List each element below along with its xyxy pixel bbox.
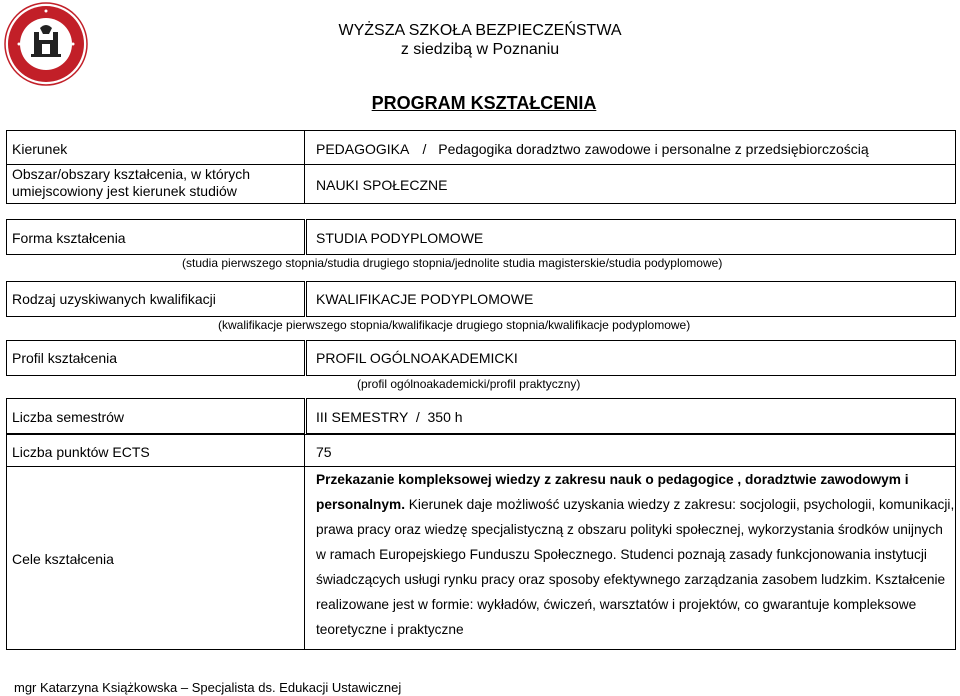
kierunek-main: PEDAGOGIKA [316,141,409,157]
obszar-value: NAUKI SPOŁECZNE [316,177,448,193]
semestry-value: III SEMESTRY / 350 h [316,409,463,425]
kierunek-label: Kierunek [12,141,68,157]
kierunek-separator: / [422,141,427,157]
forma-hint: (studia pierwszego stopnia/studia drugiego stopnia/jednolite studia magisterskie/studia podyplomowe) [182,256,723,270]
forma-label: Forma kształcenia [12,230,126,246]
kierunek-specialization: Pedagogika doradztwo zawodowe i personalne z przedsiębiorczością [438,141,869,157]
document-title: PROGRAM KSZTAŁCENIA [371,93,597,113]
semestry-label: Liczba semestrów [12,409,125,425]
ects-label: Liczba punktów ECTS [12,444,150,460]
rodzaj-hint: (kwalifikacje pierwszego stopnia/kwalifikacje drugiego stopnia/kwalifikacje podyplomowe) [218,318,691,332]
footer-author: mgr Katarzyna Książkowska – Specjalista ds. Edukacji Ustawicznej [14,680,402,695]
rodzaj-label: Rodzaj uzyskiwanych kwalifikacji [12,291,216,307]
cele-description [316,467,956,642]
obszar-label: Obszar/obszary kształcenia, w których umiejscowiony jest kierunek studiów [12,166,251,199]
cele-description-body: Kierunek daje możliwość uzyskania wiedzy z zakresu: socjologii, psychologii, komunikacji, prawa pracy oraz wiedzę specjalistyczną z obszaru polityki społecznej, wykorzystania środków unijnych w ramach Europejskiego Funduszu Społecznego. Studenci poznają zasady funkcjonowania instytucji świadczących usługi rynku pracy oraz sposoby efektywnego zarządzania zasobem ludzkim. Kształcenie realizowane jest w formie: wykładów, ćwiczeń, warsztatów i projektów, co gwarantuje kompleksowe teoretyczne i praktyczne [316,497,955,637]
university-name: WYŻSZA SZKOŁA BEZPIECZEŃSTWA [338,22,622,39]
ects-value: 75 [316,444,332,460]
cele-label: Cele kształcenia [12,551,114,567]
kierunek-value [316,141,869,158]
rodzaj-value: KWALIFIKACJE PODYPLOMOWE [316,291,534,307]
cele-description-lead: Przekazanie kompleksowej wiedzy z zakresu nauk o pedagogice , doradztwie zawodowym i personalnym. [316,472,909,512]
profil-label: Profil kształcenia [12,350,118,366]
university-city: z siedzibą w Poznaniu [400,41,560,58]
profil-hint: (profil ogólnoakademicki/profil praktyczny) [357,377,581,391]
profil-value: PROFIL OGÓLNOAKADEMICKI [316,350,518,366]
forma-value: STUDIA PODYPLOMOWE [316,230,484,246]
